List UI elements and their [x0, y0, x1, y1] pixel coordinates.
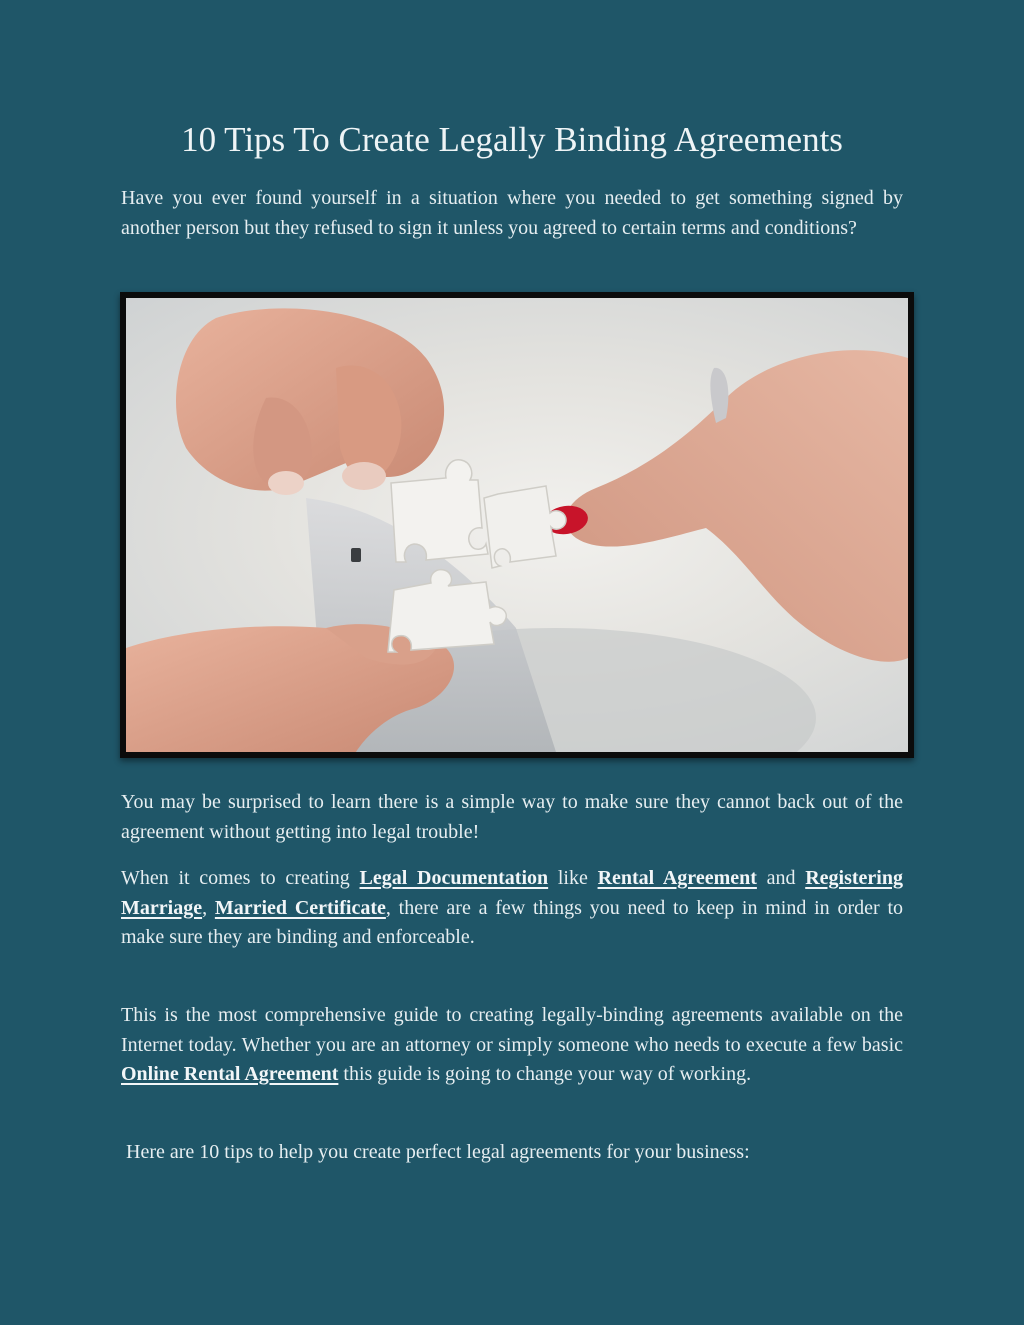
- tips-intro-paragraph: Here are 10 tips to help you create perfect legal agreements for your business:: [126, 1141, 750, 1163]
- para3-tail: , there are a few things you need to keep in mind in order to make sure they are binding and enforceable.: [121, 896, 903, 948]
- surprise-paragraph: You may be surprised to learn there is a simple way to make sure they cannot back out of the agreement without getting into legal trouble!: [121, 791, 903, 843]
- rental-agreement-link[interactable]: Rental Agreement: [597, 867, 757, 889]
- hero-image-frame: [120, 292, 914, 758]
- guide-paragraph: [121, 1001, 903, 1090]
- para3-like: like: [548, 867, 598, 889]
- para4-lead: This is the most comprehensive guide to creating legally-binding agreements available on the Internet today. Whether you are an attorney or simply someone who needs to execute a few basic: [121, 1004, 903, 1056]
- page-title: 10 Tips To Create Legally Binding Agreements: [181, 120, 843, 159]
- para3-comma: ,: [202, 896, 215, 919]
- para3-lead: When it comes to creating: [121, 867, 360, 889]
- hands-puzzle-pieces-photo: [126, 298, 908, 752]
- married-certificate-link[interactable]: Married Certificate: [214, 896, 386, 919]
- documentation-paragraph: [121, 864, 903, 953]
- para3-and: and: [756, 867, 806, 889]
- para4-tail: this guide is going to change your way of working.: [338, 1063, 752, 1085]
- online-rental-agreement-link[interactable]: Online Rental Agreement: [121, 1063, 339, 1085]
- registering-marriage-link[interactable]: Registering Marriage: [121, 867, 903, 919]
- intro-paragraph: Have you ever found yourself in a situation where you needed to get something signed by another person but they refused to sign it unless you agreed to certain terms and conditions?: [121, 187, 903, 239]
- legal-documentation-link[interactable]: Legal Documentation: [359, 867, 549, 889]
